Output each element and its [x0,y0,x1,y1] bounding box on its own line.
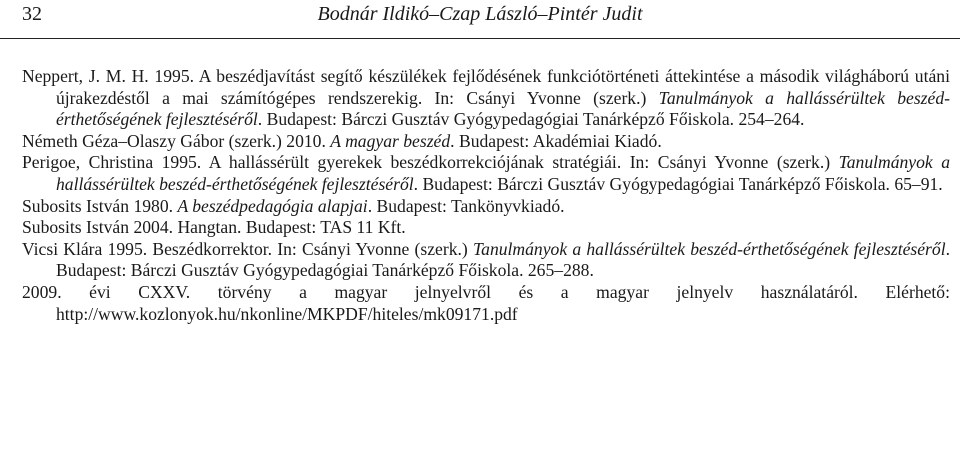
reference-item: Subosits István 2004. Hangtan. Budapest: TAS 11 Kft. [22,217,406,238]
running-head: Bodnár Ildikó–Czap László–Pintér Judit [317,3,643,25]
reference-item: Subosits István 1980. A beszédpedagógia alapjai. Budapest: Tankönyvkiadó. [22,195,565,216]
reference-item: 2009. évi CXXV. törvény a magyar jelnyelvről és a magyar jelnyelv használatáról. Elérhető: http://www.kozlonyok.hu/nkonline/MKPDF/hiteles/mk09171.pdf [22,281,950,324]
page-number: 32 [22,3,42,25]
page-header [0,0,960,39]
reference-item: Perigoe, Christina 1995. A hallássérült gyerekek beszédkorrekciójának stratégiái. In: Csányi Yvonne (szerk.) Tanulmányok a hallássérültek beszéd-érthetőségének fejlesztéséről. Budapest: Bárczi Gusztáv Gyógypedagógiai Tanárképző Főiskola. 65–91. [22,152,951,194]
reference-item: Németh Géza–Olaszy Gábor (szerk.) 2010. A magyar beszéd. Budapest: Akadémiai Kiadó. [22,130,662,151]
reference-item: Vicsi Klára 1995. Beszédkorrektor. In: Csányi Yvonne (szerk.) Tanulmányok a hallássérültek beszéd-érthetőségének fejlesztéséről. Budapest: Bárczi Gusztáv Gyógypedagógiai Tanárképző Főiskola. 265–288. [22,238,950,281]
reference-item: Neppert, J. M. H. 1995. A beszédjavítást segítő készülékek fejlődésének funkciótörténeti áttekintése a második világháború utáni újrakezdéstől a mai számítógépes rendszerekig. In: Csányi Yvonne (szerk.) Tanulmányok a hallássérültek beszéd-érthetőségének fejlesztéséről. Budapest: Bárczi Gusztáv Gyógypedagógiai Tanárképző Főiskola. 254–264. [22,66,950,130]
reference-list [22,66,950,325]
